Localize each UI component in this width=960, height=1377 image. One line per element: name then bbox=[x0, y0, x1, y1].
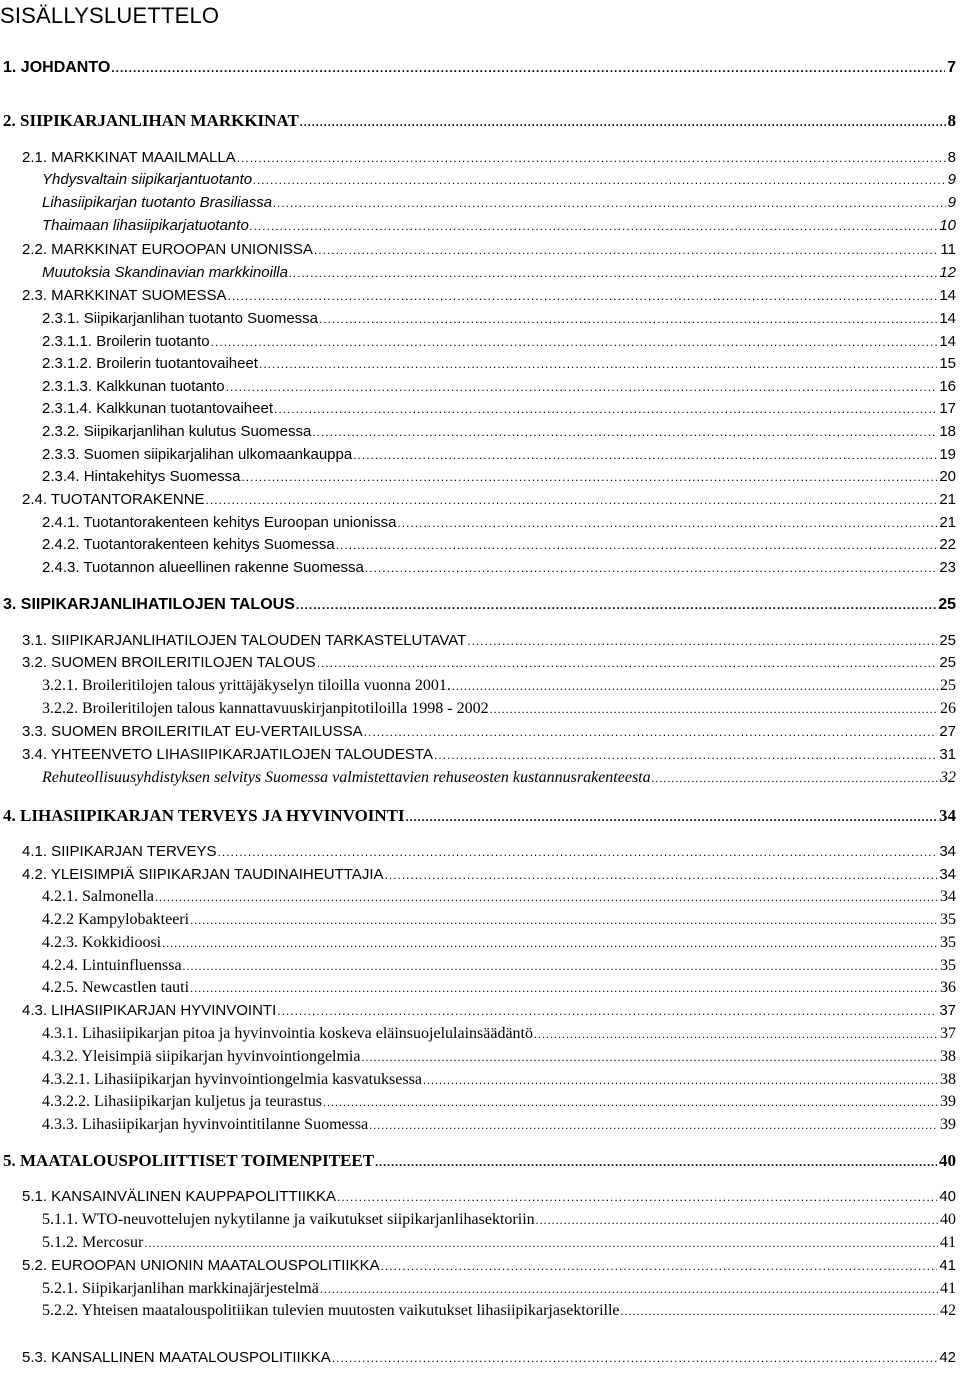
toc-entry-title: 3.1. SIIPIKARJANLIHATILOJEN TALOUDEN TARKASTELUTAVAT bbox=[22, 632, 467, 649]
toc-subsection-entry[interactable] bbox=[42, 886, 956, 908]
toc-page-number: 42 bbox=[939, 1349, 956, 1366]
toc-page-number: 21 bbox=[939, 491, 956, 508]
toc-entry-title: 2.3.2. Siipikarjanlihan kulutus Suomessa bbox=[42, 423, 312, 440]
dot-leader bbox=[162, 932, 938, 954]
dot-leader bbox=[364, 721, 938, 743]
toc-entry-title: 4.3.2.2. Lihasiipikarjan kuljetus ja teurastus bbox=[42, 1093, 322, 1110]
toc-entry-title: 4.2.2 Kampylobakteeri bbox=[42, 911, 190, 928]
toc-page-number: 40 bbox=[939, 1188, 956, 1205]
toc-subsection-entry[interactable] bbox=[42, 1091, 956, 1113]
toc-entry-title: 3.2.2. Broileritilojen talous kannattavuuskirjanpitotiloilla 1998 - 2002 bbox=[42, 700, 489, 717]
toc-entry-title: 2.3. MARKKINAT SUOMESSA bbox=[22, 287, 227, 304]
toc-page-number: 41 bbox=[939, 1257, 956, 1274]
dot-leader bbox=[536, 1209, 938, 1231]
dot-leader bbox=[111, 57, 945, 79]
toc-page-number: 27 bbox=[939, 723, 956, 740]
toc-page-number: 18 bbox=[939, 423, 956, 440]
toc-section-entry[interactable] bbox=[22, 652, 956, 674]
toc-subsection-entry[interactable] bbox=[42, 675, 956, 697]
toc-page-number: 23 bbox=[939, 559, 956, 576]
dot-leader bbox=[259, 353, 937, 375]
toc-entry-title: 2.4. TUOTANTORAKENNE bbox=[22, 491, 205, 508]
toc-subsection-entry[interactable] bbox=[42, 977, 956, 999]
toc-page-number: 39 bbox=[940, 1116, 956, 1133]
toc-subsection-entry[interactable] bbox=[42, 421, 956, 443]
toc-entry-title: 3.4. YHTEENVETO LIHASIIPIKARJATILOJEN TALOUDESTA bbox=[22, 746, 433, 763]
dot-leader bbox=[467, 630, 937, 652]
toc-entry-title: 2.3.1. Siipikarjanlihan tuotanto Suomessa bbox=[42, 310, 319, 327]
dot-leader bbox=[206, 489, 938, 511]
dot-leader bbox=[226, 376, 938, 398]
toc-entry-title: 2.3.1.3. Kalkkunan tuotanto bbox=[42, 378, 225, 395]
toc-page-number: 38 bbox=[940, 1071, 956, 1088]
dot-leader bbox=[190, 909, 938, 931]
toc-entry-title: 3. SIIPIKARJANLIHATILOJEN TALOUS bbox=[3, 596, 295, 613]
toc-subsection-entry[interactable] bbox=[42, 1278, 956, 1300]
toc-entry-title: 1. JOHDANTO bbox=[3, 59, 111, 76]
toc-page-number: 35 bbox=[940, 911, 956, 928]
dot-leader bbox=[296, 594, 936, 616]
toc-section-entry[interactable] bbox=[22, 285, 956, 307]
toc-entry-title: 2.1. MARKKINAT MAAILMALLA bbox=[22, 149, 236, 166]
toc-entry-title: 2.4.1. Tuotantorakenteen kehitys Euroopan unionissa bbox=[42, 514, 397, 531]
toc-page-number: 35 bbox=[940, 957, 956, 974]
toc-entry-title: 2.4.3. Tuotannon alueellinen rakenne Suomessa bbox=[42, 559, 364, 576]
toc-page-number: 22 bbox=[939, 536, 956, 553]
toc-subsection-entry[interactable] bbox=[42, 262, 956, 284]
toc-subsection-entry[interactable] bbox=[42, 331, 956, 353]
dot-leader bbox=[274, 398, 937, 420]
dot-leader bbox=[336, 534, 938, 556]
toc-subsection-entry[interactable] bbox=[42, 1023, 956, 1045]
toc-subsection-entry[interactable] bbox=[42, 169, 956, 191]
toc-entry-title: 4.3.2. Yleisimpiä siipikarjan hyvinvointiongelmia bbox=[42, 1048, 361, 1065]
toc-page-number: 31 bbox=[939, 746, 956, 763]
toc-entry-title: 2.3.1.4. Kalkkunan tuotantovaiheet bbox=[42, 400, 274, 417]
dot-leader bbox=[241, 466, 937, 488]
dot-leader bbox=[369, 1114, 938, 1136]
dot-leader bbox=[375, 1151, 937, 1173]
toc-chapter-entry[interactable] bbox=[3, 1150, 956, 1172]
dot-leader bbox=[381, 1255, 938, 1277]
toc-subsection-entry[interactable] bbox=[42, 955, 956, 977]
toc-page-number: 34 bbox=[939, 843, 956, 860]
toc-section-entry[interactable] bbox=[22, 721, 956, 743]
toc-subsection-entry[interactable] bbox=[42, 215, 956, 237]
toc-entry-title: 5.1. KANSAINVÄLINEN KAUPPAPOLITTIIKKA bbox=[22, 1188, 336, 1205]
dot-leader bbox=[155, 886, 938, 908]
toc-entry-title: 5. MAATALOUSPOLIITTISET TOIMENPITEET bbox=[3, 1151, 375, 1170]
dot-leader bbox=[237, 147, 946, 169]
dot-leader bbox=[365, 557, 937, 579]
dot-leader bbox=[621, 1300, 938, 1322]
dot-leader bbox=[317, 652, 938, 674]
toc-page-number: 17 bbox=[939, 400, 956, 417]
dot-leader bbox=[534, 1023, 938, 1045]
toc-entry-title: 2.3.1.2. Broilerin tuotantovaiheet bbox=[42, 355, 258, 372]
toc-entry-title: 4. LIHASIIPIKARJAN TERVEYS JA HYVINVOINTI bbox=[3, 806, 405, 825]
toc-page-number: 34 bbox=[939, 806, 956, 825]
toc-page-number: 25 bbox=[940, 677, 956, 694]
toc-page-number: 32 bbox=[940, 769, 956, 786]
toc-page-number: 41 bbox=[940, 1280, 956, 1297]
toc-subsection-entry[interactable] bbox=[42, 698, 956, 720]
toc-subsection-entry[interactable] bbox=[42, 909, 956, 931]
toc-entry-title: 4.3. LIHASIIPIKARJAN HYVINVOINTI bbox=[22, 1002, 277, 1019]
toc-page-number: 36 bbox=[940, 979, 956, 996]
toc-entry-title: Lihasiipikarjan tuotanto Brasiliassa bbox=[42, 194, 273, 211]
toc-section-entry[interactable] bbox=[22, 489, 956, 511]
toc-section-entry[interactable] bbox=[22, 239, 956, 261]
toc-subsection-entry[interactable] bbox=[42, 353, 956, 375]
toc-page-number: 14 bbox=[939, 310, 956, 327]
toc-entry-title: 4.2.5. Newcastlen tauti bbox=[42, 979, 190, 996]
toc-page-number: 8 bbox=[947, 111, 956, 130]
toc-subsection-entry[interactable] bbox=[42, 308, 956, 330]
dot-leader bbox=[652, 767, 938, 789]
dot-leader bbox=[423, 1069, 938, 1091]
toc-subsection-entry[interactable] bbox=[42, 1046, 956, 1068]
toc-entry-title: 5.2.2. Yhteisen maatalouspolitiikan tulevien muutosten vaikutukset lihasiipikarjasektorille bbox=[42, 1302, 620, 1319]
toc-subsection-entry[interactable] bbox=[42, 557, 956, 579]
dot-leader bbox=[337, 1186, 937, 1208]
dot-leader bbox=[332, 1347, 938, 1369]
toc-entry-title: Yhdysvaltain siipikarjantuotanto bbox=[42, 171, 253, 188]
toc-page-number: 19 bbox=[939, 446, 956, 463]
dot-leader bbox=[144, 1232, 938, 1254]
toc-section-entry[interactable] bbox=[22, 864, 956, 886]
toc-section-entry[interactable] bbox=[22, 744, 956, 766]
toc-subsection-entry[interactable] bbox=[42, 466, 956, 488]
toc-page-number: 35 bbox=[940, 934, 956, 951]
toc-entry-title: Rehuteollisuusyhdistyksen selvitys Suomessa valmistettavien rehuseosten kustannusrakenteesta bbox=[42, 769, 651, 786]
toc-entry-title: 3.2. SUOMEN BROILERITILOJEN TALOUS bbox=[22, 654, 316, 671]
toc-subsection-entry[interactable] bbox=[42, 376, 956, 398]
toc-entry-title: Muutoksia Skandinavian markkinoilla bbox=[42, 264, 288, 281]
toc-page-number: 14 bbox=[939, 333, 956, 350]
dot-leader bbox=[406, 806, 937, 828]
toc-page-number: 12 bbox=[939, 264, 956, 281]
toc-page-number: 15 bbox=[939, 355, 956, 372]
toc-subsection-entry[interactable] bbox=[42, 398, 956, 420]
toc-page-number: 25 bbox=[939, 654, 956, 671]
toc-page-number: 34 bbox=[940, 888, 956, 905]
toc-entry-title: 4.3.3. Lihasiipikarjan hyvinvointitilanne Suomessa bbox=[42, 1116, 369, 1133]
dot-leader bbox=[319, 308, 937, 330]
toc-page-number: 9 bbox=[947, 171, 956, 188]
toc-entry-title: 3.3. SUOMEN BROILERITILAT EU-VERTAILUSSA bbox=[22, 723, 363, 740]
dot-leader bbox=[434, 744, 937, 766]
dot-leader bbox=[385, 864, 938, 886]
toc-entry-title: 2.3.4. Hintakehitys Suomessa bbox=[42, 468, 241, 485]
toc-page-number: 21 bbox=[939, 514, 956, 531]
toc-chapter-entry[interactable] bbox=[3, 594, 956, 616]
dot-leader bbox=[277, 1000, 937, 1022]
toc-entry-title: 2.2. MARKKINAT EUROOPAN UNIONISSA bbox=[22, 241, 313, 258]
toc-page-number: 8 bbox=[947, 149, 956, 166]
dot-leader bbox=[452, 675, 938, 697]
toc-entry-title: 3.2.1. Broileritilojen talous yrittäjäkyselyn tiloilla vuonna 2001. bbox=[42, 677, 451, 694]
toc-page-number: 42 bbox=[940, 1302, 956, 1319]
toc-section-entry[interactable] bbox=[22, 1347, 956, 1369]
toc-page-number: 25 bbox=[938, 596, 956, 613]
toc-section-entry[interactable] bbox=[22, 630, 956, 652]
dot-leader bbox=[320, 1278, 938, 1300]
toc-page-number: 34 bbox=[939, 866, 956, 883]
toc-section-entry[interactable] bbox=[22, 1255, 956, 1277]
dot-leader bbox=[218, 841, 938, 863]
toc-entry-title: 4.3.1. Lihasiipikarjan pitoa ja hyvinvointia koskeva eläinsuojelulainsäädäntö bbox=[42, 1025, 533, 1042]
toc-entry-title: Thaimaan lihasiipikarjatuotanto bbox=[42, 217, 249, 234]
toc-entry-title: 2. SIIPIKARJANLIHAN MARKKINAT bbox=[3, 111, 299, 130]
toc-entry-title: 4.2.4. Lintuinfluenssa bbox=[42, 957, 182, 974]
toc-page-number: 9 bbox=[947, 194, 956, 211]
toc-subsection-entry[interactable] bbox=[42, 1300, 956, 1322]
dot-leader bbox=[361, 1046, 938, 1068]
toc-page-number: 40 bbox=[939, 1151, 956, 1170]
toc-chapter-entry[interactable] bbox=[3, 805, 956, 827]
toc-entry-title: 4.3.2.1. Lihasiipikarjan hyvinvointiongelmia kasvatuksessa bbox=[42, 1071, 422, 1088]
toc-entry-title: 5.2.1. Siipikarjanlihan markkinajärjestelmä bbox=[42, 1280, 319, 1297]
dot-leader bbox=[353, 444, 937, 466]
toc-entry-title: 4.2.1. Salmonella bbox=[42, 888, 154, 905]
toc-page-number: 37 bbox=[940, 1025, 956, 1042]
toc-page-number: 11 bbox=[940, 241, 956, 258]
toc-subsection-entry[interactable] bbox=[42, 1232, 956, 1254]
toc-subsection-entry[interactable] bbox=[42, 932, 956, 954]
dot-leader bbox=[253, 169, 946, 191]
dot-leader bbox=[300, 111, 946, 133]
toc-page-number: 20 bbox=[939, 468, 956, 485]
toc-entry-title: 5.1.2. Mercosur bbox=[42, 1234, 144, 1251]
toc-subsection-entry[interactable] bbox=[42, 534, 956, 556]
toc-subsection-entry[interactable] bbox=[42, 1114, 956, 1136]
toc-page-number: 40 bbox=[940, 1211, 956, 1228]
toc-page-number: 26 bbox=[940, 700, 956, 717]
toc-section-entry[interactable] bbox=[22, 1000, 956, 1022]
dot-leader bbox=[228, 285, 938, 307]
toc-entry-title: 4.2.3. Kokkidioosi bbox=[42, 934, 162, 951]
dot-leader bbox=[323, 1091, 938, 1113]
toc-chapter-entry[interactable] bbox=[3, 57, 956, 79]
toc-entry-title: 2.3.1.1. Broilerin tuotanto bbox=[42, 333, 210, 350]
dot-leader bbox=[289, 262, 937, 284]
page-title: SISÄLLYSLUETTELO bbox=[0, 3, 220, 28]
dot-leader bbox=[490, 698, 938, 720]
toc-entry-title: 5.2. EUROOPAN UNIONIN MAATALOUSPOLITIIKKA bbox=[22, 1257, 380, 1274]
toc-entry-title: 5.3. KANSALLINEN MAATALOUSPOLITIIKKA bbox=[22, 1349, 331, 1366]
dot-leader bbox=[273, 192, 946, 214]
toc-subsection-entry[interactable] bbox=[42, 1209, 956, 1231]
toc-page-number: 37 bbox=[939, 1002, 956, 1019]
toc-section-entry[interactable] bbox=[22, 1186, 956, 1208]
toc-page-number: 41 bbox=[940, 1234, 956, 1251]
dot-leader bbox=[312, 421, 937, 443]
toc-subsection-entry[interactable] bbox=[42, 444, 956, 466]
dot-leader bbox=[190, 977, 938, 999]
toc-page-number: 10 bbox=[939, 217, 956, 234]
toc-page-number: 14 bbox=[939, 287, 956, 304]
toc-page-number: 16 bbox=[939, 378, 956, 395]
dot-leader bbox=[211, 331, 938, 353]
toc-page-number: 39 bbox=[940, 1093, 956, 1110]
toc-section-entry[interactable] bbox=[22, 147, 956, 169]
toc-entry-title: 4.1. SIIPIKARJAN TERVEYS bbox=[22, 843, 217, 860]
toc-chapter-entry[interactable] bbox=[3, 110, 956, 132]
toc-entry-title: 5.1.1. WTO-neuvottelujen nykytilanne ja vaikutukset siipikarjanlihasektoriin bbox=[42, 1211, 535, 1228]
toc-subsection-entry[interactable] bbox=[42, 512, 956, 534]
toc-page-number: 7 bbox=[947, 59, 956, 76]
toc-subsection-entry[interactable] bbox=[42, 192, 956, 214]
toc-page-number: 38 bbox=[940, 1048, 956, 1065]
dot-leader bbox=[183, 955, 938, 977]
dot-leader bbox=[314, 239, 939, 261]
toc-entry-title: 4.2. YLEISIMPIÄ SIIPIKARJAN TAUDINAIHEUTTAJIA bbox=[22, 866, 384, 883]
toc-subsection-entry[interactable] bbox=[42, 767, 956, 789]
toc-page-number: 25 bbox=[939, 632, 956, 649]
dot-leader bbox=[397, 512, 937, 534]
dot-leader bbox=[250, 215, 938, 237]
toc-subsection-entry[interactable] bbox=[42, 1069, 956, 1091]
toc-section-entry[interactable] bbox=[22, 841, 956, 863]
toc-entry-title: 2.3.3. Suomen siipikarjalihan ulkomaankauppa bbox=[42, 446, 353, 463]
toc-entry-title: 2.4.2. Tuotantorakenteen kehitys Suomessa bbox=[42, 536, 335, 553]
